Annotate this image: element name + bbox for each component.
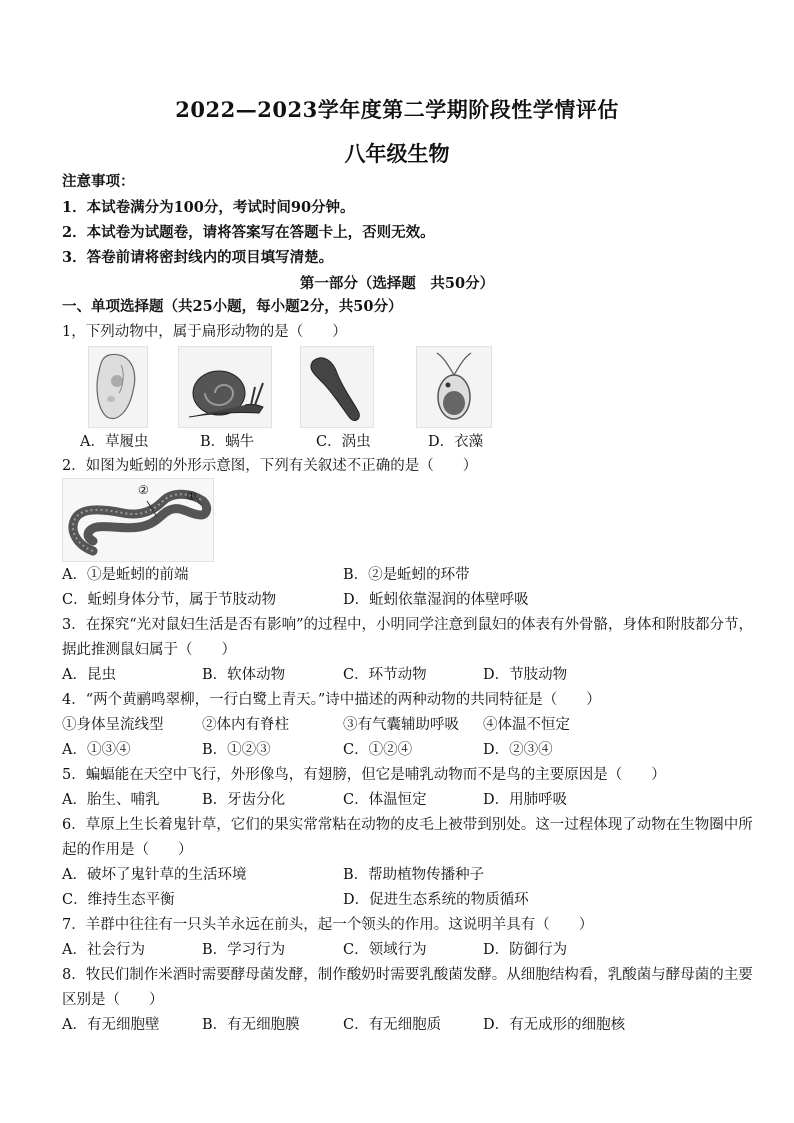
exam-subtitle: 八年级生物 [344, 141, 450, 166]
q8-option-d: D．有无成形的细胞核 [483, 1017, 626, 1033]
question-4-stem: 4．“两个黄鹂鸣翠柳，一行白鹭上青天。”诗中描述的两种动物的共同特征是（ ） [62, 692, 601, 708]
q8-option-a: A．有无细胞壁 [62, 1017, 160, 1033]
q6-option-b: B．帮助植物传播种子 [343, 867, 485, 883]
paramecium-image [88, 346, 148, 428]
exam-title: 2022—2023学年度第二学期阶段性学情评估 [175, 97, 619, 122]
q3-option-b: B．软体动物 [202, 667, 286, 683]
q7-option-d: D．防御行为 [483, 942, 568, 958]
q8-option-b: B．有无细胞膜 [202, 1017, 300, 1033]
question-6-stem: 6．草原上生长着鬼针草，它们的果实常常粘在动物的皮毛上被带到别处。这一过程体现了动物在生物圈中所 [62, 817, 753, 833]
q1-option-d: D．衣藻 [428, 434, 484, 450]
notice-item: 1．本试卷满分为100分，考试时间90分钟。 [62, 199, 355, 216]
label-2: ② [138, 483, 149, 497]
q3-option-d: D．节肢动物 [483, 667, 568, 683]
planarian-image [300, 346, 374, 428]
q5-option-c: C．体温恒定 [343, 792, 427, 808]
q4-feature-4: ④体温不恒定 [483, 717, 570, 733]
q5-option-b: B．牙齿分化 [202, 792, 286, 808]
q2-option-d: D．蚯蚓依靠湿润的体壁呼吸 [343, 592, 529, 608]
q2-option-c: C．蚯蚓身体分节，属于节肢动物 [62, 592, 277, 608]
question-7-stem: 7．羊群中往往有一只头羊永远在前头，起一个领头的作用。这说明羊具有（ ） [62, 917, 594, 933]
q2-option-a: A．①是蚯蚓的前端 [62, 567, 189, 583]
q6-option-d: D．促进生态系统的物质循环 [343, 892, 529, 908]
q3-option-a: A．昆虫 [62, 667, 116, 683]
q5-option-d: D．用肺呼吸 [483, 792, 568, 808]
question-2-stem: 2．如图为蚯蚓的外形示意图，下列有关叙述不正确的是（ ） [62, 458, 478, 474]
q1-option-b: B．蜗牛 [200, 434, 255, 450]
chlamydomonas-image [416, 346, 492, 428]
question-5-stem: 5．蝙蝠能在天空中飞行，外形像鸟，有翅膀，但它是哺乳动物而不是鸟的主要原因是（ ） [62, 767, 666, 783]
label-1: ① [186, 489, 197, 503]
question-8-stem-cont: 区别是（ ） [62, 992, 164, 1008]
q7-option-a: A．社会行为 [62, 942, 145, 958]
q6-option-c: C．维持生态平衡 [62, 892, 175, 908]
section-heading: 一、单项选择题（共25小题，每小题2分，共50分） [62, 298, 403, 315]
snail-image [178, 346, 272, 428]
notice-item: 3．答卷前请将密封线内的项目填写清楚。 [62, 249, 334, 266]
q4-option-d: D．②③④ [483, 742, 553, 758]
q1-option-c: C．涡虫 [316, 434, 371, 450]
question-6-stem-cont: 起的作用是（ ） [62, 842, 193, 858]
q8-option-c: C．有无细胞质 [343, 1017, 442, 1033]
q4-option-c: C．①②④ [343, 742, 413, 758]
question-1-stem: 1，下列动物中，属于扁形动物的是（ ） [62, 324, 347, 340]
q5-option-a: A．胎生、哺乳 [62, 792, 160, 808]
part-heading: 第一部分（选择题 共50分） [299, 275, 495, 292]
q4-option-b: B．①②③ [202, 742, 271, 758]
q2-option-b: B．②是蚯蚓的环带 [343, 567, 470, 583]
notice-item: 2．本试卷为试题卷，请将答案写在答题卡上，否则无效。 [62, 224, 435, 241]
q4-feature-2: ②体内有脊柱 [202, 717, 289, 733]
q4-option-a: A．①③④ [62, 742, 131, 758]
question-3-stem: 3．在探究“光对鼠妇生活是否有影响”的过程中，小明同学注意到鼠妇的体表有外骨骼，身体和附肢都分节， [62, 617, 754, 633]
q7-option-b: B．学习行为 [202, 942, 286, 958]
notice-heading: 注意事项： [62, 173, 135, 190]
q4-feature-1: ①身体呈流线型 [62, 717, 164, 733]
q4-feature-3: ③有气囊辅助呼吸 [343, 717, 459, 733]
q7-option-c: C．领域行为 [343, 942, 427, 958]
q1-option-a: A．草履虫 [80, 434, 149, 450]
q3-option-c: C．环节动物 [343, 667, 427, 683]
question-3-stem-cont: 据此推测鼠妇属于（ ） [62, 642, 236, 658]
q6-option-a: A．破坏了鬼针草的生活环境 [62, 867, 247, 883]
question-8-stem: 8．牧民们制作米酒时需要酵母菌发酵，制作酸奶时需要乳酸菌发酵。从细胞结构看，乳酸菌与酵母菌的主要 [62, 967, 753, 983]
